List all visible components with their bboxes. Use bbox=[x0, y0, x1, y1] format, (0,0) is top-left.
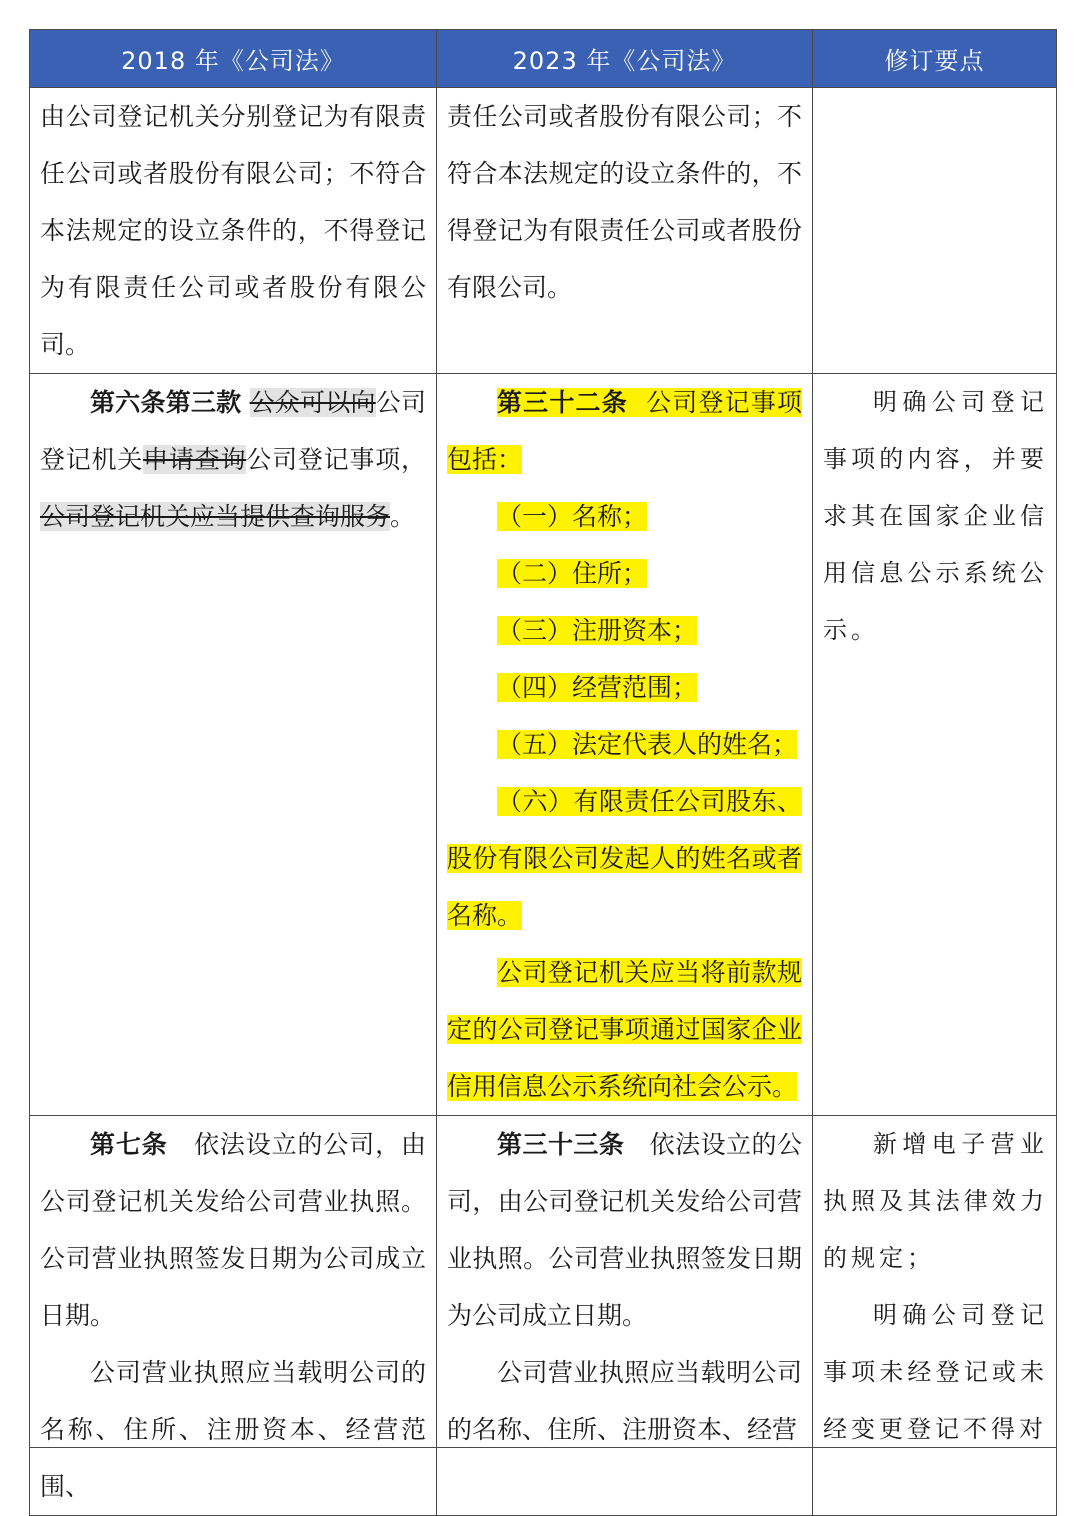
old-law-paragraph: 第七条 依法设立的公司，由公司登记机关发给公司营业执照。公司营业执照签发日期为公司成立日期。 bbox=[40, 1130, 426, 1330]
list-item: （四）经营范围； bbox=[497, 673, 698, 702]
old-article-number: 第六条第三款 bbox=[90, 388, 242, 417]
new-law-text: 责任公司或者股份有限公司；不符合本法规定的设立条件的，不得登记为有限责任公司或者股份有限公司。 bbox=[447, 102, 802, 302]
table-header-row bbox=[30, 30, 1057, 88]
header-2023-law: 2023 年《公司法》 bbox=[437, 30, 813, 88]
retained-text: 公司登记机关 bbox=[40, 388, 426, 474]
revision-note-cell bbox=[813, 1116, 1057, 1516]
header-revision-points: 修订要点 bbox=[813, 30, 1057, 88]
list-item: （五）法定代表人的姓名； bbox=[497, 730, 798, 759]
old-law-cell bbox=[30, 88, 437, 374]
new-law-paragraph: 公司营业执照应当载明公司的名称、住所、注册资本、经营 bbox=[447, 1358, 802, 1444]
table-bottom-border bbox=[29, 1447, 1056, 1448]
old-law-cell bbox=[30, 374, 437, 1116]
list-item: （二）住所； bbox=[497, 559, 648, 588]
old-article-number: 第七条 bbox=[90, 1130, 168, 1159]
table-row bbox=[30, 1116, 1057, 1516]
new-law-cell bbox=[437, 88, 813, 374]
old-law-text: 由公司登记机关分别登记为有限责任公司或者股份有限公司；不符合本法规定的设立条件的，不得登记为有限责任公司或者股份有限公司。 bbox=[40, 102, 426, 359]
header-2018-law: 2018 年《公司法》 bbox=[30, 30, 437, 88]
table-row bbox=[30, 88, 1057, 374]
retained-text: 公司登记事项， bbox=[246, 445, 426, 474]
list-item: （一）名称； bbox=[497, 502, 648, 531]
new-law-paragraph: 公司登记机关应当将前款规定的公司登记事项通过国家企业信用信息公示系统向社会公示。 bbox=[447, 958, 802, 1101]
revision-note-cell bbox=[813, 374, 1057, 1116]
deleted-text: 申请查询 bbox=[143, 445, 247, 474]
new-law-paragraph bbox=[447, 374, 802, 488]
revision-note: 新增电子营业执照及其法律效力的规定； bbox=[823, 1130, 1048, 1272]
new-article-number: 第三十三条 bbox=[497, 1130, 625, 1159]
deleted-text: 公司登记机关应当提供查询服务 bbox=[40, 502, 391, 531]
table-row bbox=[30, 374, 1057, 1116]
new-article-number: 第三十二条 bbox=[497, 388, 628, 417]
revision-note: 明确公司登记事项未经登记或未经变更登记不得对 bbox=[823, 1301, 1048, 1443]
old-law-cell bbox=[30, 1116, 437, 1516]
list-item: （六）有限责任公司股东、股份有限公司发起人的姓名或者名称。 bbox=[447, 787, 802, 930]
new-law-cell bbox=[437, 374, 813, 1116]
new-law-cell bbox=[437, 1116, 813, 1516]
old-law-paragraph bbox=[40, 374, 426, 545]
retained-text: 。 bbox=[390, 502, 416, 531]
revision-note: 明确公司登记事项的内容，并要求其在国家企业信用信息公示系统公示。 bbox=[823, 388, 1048, 644]
revision-note-cell bbox=[813, 88, 1057, 374]
deleted-text: 公众可以向 bbox=[249, 388, 376, 417]
new-law-paragraph: 第三十三条 依法设立的公司，由公司登记机关发给公司营业执照。公司营业执照签发日期为公司成立日期。 bbox=[447, 1130, 802, 1330]
comparison-table bbox=[29, 29, 1057, 1516]
new-intro-text: 公司登记事项包括： bbox=[447, 388, 802, 474]
list-item: （三）注册资本； bbox=[497, 616, 698, 645]
old-law-paragraph: 公司营业执照应当载明公司的名称、住所、注册资本、经营范围、 bbox=[40, 1358, 426, 1501]
